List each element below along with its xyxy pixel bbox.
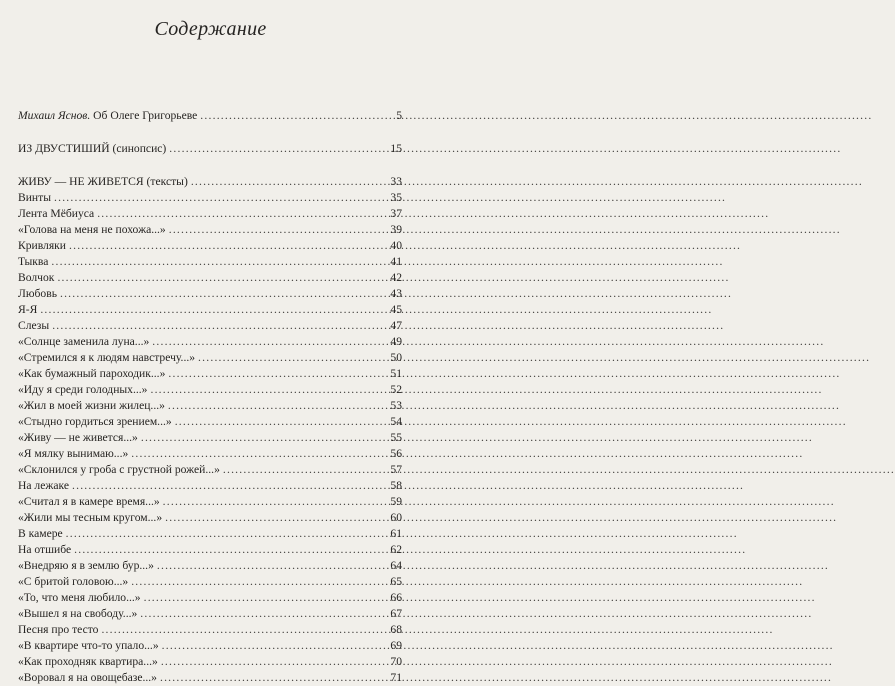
toc-entry-label [18,382,147,398]
toc-entry [18,622,402,638]
toc-entry-title: «Жил в моей жизни жилец...» [18,399,165,412]
dot-leader [57,270,385,286]
toc-entry-label [18,190,51,206]
toc-entry-title: Волчок [18,271,55,284]
toc-entry [18,382,402,398]
toc-entry-page-number: 65 [390,575,402,588]
dot-leader [160,670,385,686]
toc-entry-title: «Считал я в камере время...» [18,495,160,508]
toc-entry-label [18,558,154,574]
toc-entry-label [18,526,63,542]
toc-entry-label [18,606,137,622]
toc-entry-label [18,446,128,462]
dot-leader [51,254,385,270]
toc-entry-title: Об Олеге Григорьеве [93,109,198,122]
dot-leader [223,462,385,478]
dot-leader [69,238,385,254]
dot-leader [157,558,385,574]
table-of-contents [18,108,402,686]
toc-entry-page-number: 61 [390,527,402,540]
dot-leader [161,654,385,670]
book-page [0,0,421,684]
dot-leader [175,414,385,430]
toc-entry-title: «Жили мы тесным кругом...» [18,511,163,524]
toc-entry [18,590,402,606]
dot-leader [152,334,385,350]
toc-entry-title: «Как бумажный пароходик...» [18,367,166,380]
toc-entry [18,270,402,286]
toc-entry-label [18,366,165,382]
toc-entry-page-number: 51 [390,367,402,380]
toc-entry-title: Винты [18,191,51,204]
toc-entry-page-number: 43 [390,287,402,300]
toc-entry [18,108,402,124]
toc-entry-page-number: 58 [390,479,402,492]
toc-entry-title: «С бритой головою...» [18,575,129,588]
toc-entry-label [18,254,48,270]
toc-entry [18,222,402,238]
toc-entry [18,542,402,558]
toc-entry-page-number: 35 [390,191,402,204]
toc-entry-title: Кривляки [18,239,67,252]
toc-entry [18,510,402,526]
toc-entry [18,494,402,510]
toc-entry-title: «Иду я среди голодных...» [18,383,148,396]
toc-entry-page-number: 66 [390,591,402,604]
dot-leader [66,526,385,542]
dot-leader [169,222,385,238]
toc-entry-label [18,174,188,190]
toc-entry [18,670,402,686]
toc-entry-page-number: 67 [390,607,402,620]
toc-entry-page-number: 52 [390,383,402,396]
toc-entry-title: «Голова на меня не похожа...» [18,223,166,236]
toc-entry-title: В камере [18,527,63,540]
toc-entry-page-number: 71 [390,671,402,684]
toc-entry-label [18,318,49,334]
toc-entry [18,334,402,350]
dot-leader [200,108,385,124]
dot-leader [168,366,385,382]
toc-entry-label [18,334,149,350]
toc-entry-title: Я-Я [18,303,38,316]
toc-entry [18,526,402,542]
toc-entry [18,190,402,206]
toc-entry-title: «Вышел я на свободу...» [18,607,138,620]
toc-entry-page-number: 42 [390,271,402,284]
toc-entry [18,398,402,414]
toc-entry-page-number: 56 [390,447,402,460]
toc-entry-label [18,462,220,478]
toc-entry-title: «Как проходняк квартира...» [18,655,158,668]
toc-entry-label [18,350,195,366]
toc-entry [18,414,402,430]
toc-entry-label [18,286,57,302]
toc-entry-label [18,622,98,638]
toc-entry [18,478,402,494]
dot-leader [150,382,385,398]
toc-entry-title: Слезы [18,319,50,332]
toc-entry [18,238,402,254]
toc-entry-title: «Стыдно гордиться зрением...» [18,415,172,428]
dot-leader [131,574,385,590]
toc-entry-label [18,430,138,446]
toc-entry [18,141,402,157]
toc-entry [18,654,402,670]
toc-entry-label [18,574,128,590]
toc-entry [18,462,402,478]
toc-entry-label [18,478,69,494]
toc-entry-title: Тыква [18,255,49,268]
toc-entry-label [18,654,158,670]
toc-entry-title: «Внедряю я в землю бур...» [18,559,154,572]
toc-entry-label [18,542,71,558]
toc-entry [18,558,402,574]
toc-entry [18,254,402,270]
toc-entry [18,174,402,190]
toc-entry [18,606,402,622]
toc-entry-page-number: 54 [390,415,402,428]
toc-entry-page-number: 15 [390,142,402,155]
toc-entry-title: «Стремился я к людям навстречу...» [18,351,196,364]
toc-entry-page-number: 50 [390,351,402,364]
toc-entry-label [18,222,166,238]
toc-entry-title: На отшибе [18,543,72,556]
toc-entry-title: ИЗ ДВУСТИШИЙ (синопсис) [18,142,167,155]
dot-leader [40,302,385,318]
dot-leader [97,206,385,222]
dot-leader [140,606,385,622]
dot-leader [101,622,385,638]
dot-leader [163,494,385,510]
dot-leader [131,446,385,462]
dot-leader [141,430,385,446]
toc-entry-title: «То, что меня любило...» [18,591,141,604]
toc-entry [18,430,402,446]
dot-leader [54,190,385,206]
toc-entry-page-number: 59 [390,495,402,508]
dot-leader [169,141,385,157]
toc-entry [18,574,402,590]
toc-entry-title: Лента Мёбиуса [18,207,95,220]
toc-entry-title: Песня про тесто [18,623,99,636]
toc-entry-title: ЖИВУ — НЕ ЖИВЕТСЯ (тексты) [18,175,188,188]
toc-entry-title: «Живу — не живется...» [18,431,138,444]
toc-entry-label [18,302,37,318]
toc-entry-page-number: 62 [390,543,402,556]
toc-entry-title: «Я мялку вынимаю...» [18,447,129,460]
toc-entry-label [18,494,160,510]
toc-entry-page-number: 45 [390,303,402,316]
toc-entry-label [18,270,54,286]
toc-entry-title: «Склонился у гроба с грустной рожей...» [18,463,220,476]
toc-entry-label [18,638,159,654]
dot-leader [191,174,385,190]
toc-entry-page-number: 37 [390,207,402,220]
toc-entry [18,638,402,654]
dot-leader [74,542,385,558]
toc-entry-label [18,141,166,157]
toc-entry-page-number: 70 [390,655,402,668]
dot-leader [60,286,385,302]
toc-entry-page-number: 41 [390,255,402,268]
toc-entry-label [18,398,165,414]
toc-entry-title: «Воровал я на овощебазе...» [18,671,157,684]
dot-leader [198,350,385,366]
toc-entry-label [18,238,66,254]
toc-entry-page-number: 69 [390,639,402,652]
dot-leader [165,510,385,526]
toc-entry-label [18,206,94,222]
toc-entry [18,302,402,318]
toc-entry-title: «Солнце заменила луна...» [18,335,150,348]
toc-entry [18,286,402,302]
dot-leader [168,398,385,414]
page-title: Содержание [154,18,267,40]
toc-entry [18,318,402,334]
toc-entry [18,206,402,222]
dot-leader [144,590,385,606]
toc-entry-label [18,510,162,526]
toc-entry [18,350,402,366]
toc-entry-title: Любовь [18,287,57,300]
toc-entry-page-number: 33 [390,175,402,188]
toc-entry-label [18,670,157,686]
toc-entry-page-number: 68 [390,623,402,636]
toc-entry-page-number: 57 [390,463,402,476]
toc-entry-label [18,414,172,430]
toc-entry-page-number: 40 [390,239,402,252]
toc-entry-label [18,590,141,606]
toc-entry-author: Михаил Яснов. [18,109,91,122]
toc-entry-page-number: 39 [390,223,402,236]
toc-entry-label [18,108,197,124]
toc-entry-page-number: 47 [390,319,402,332]
dot-leader [162,638,385,654]
toc-entry-title: «В квартире что-то упало...» [18,639,159,652]
toc-entry-page-number: 5 [396,109,402,122]
toc-entry-page-number: 64 [390,559,402,572]
toc-entry [18,366,402,382]
dot-leader [52,318,385,334]
toc-entry-page-number: 55 [390,431,402,444]
toc-entry-page-number: 49 [390,335,402,348]
toc-entry-title: На лежаке [18,479,69,492]
dot-leader [72,478,385,494]
toc-entry-page-number: 53 [390,399,402,412]
toc-entry-page-number: 60 [390,511,402,524]
toc-entry [18,446,402,462]
